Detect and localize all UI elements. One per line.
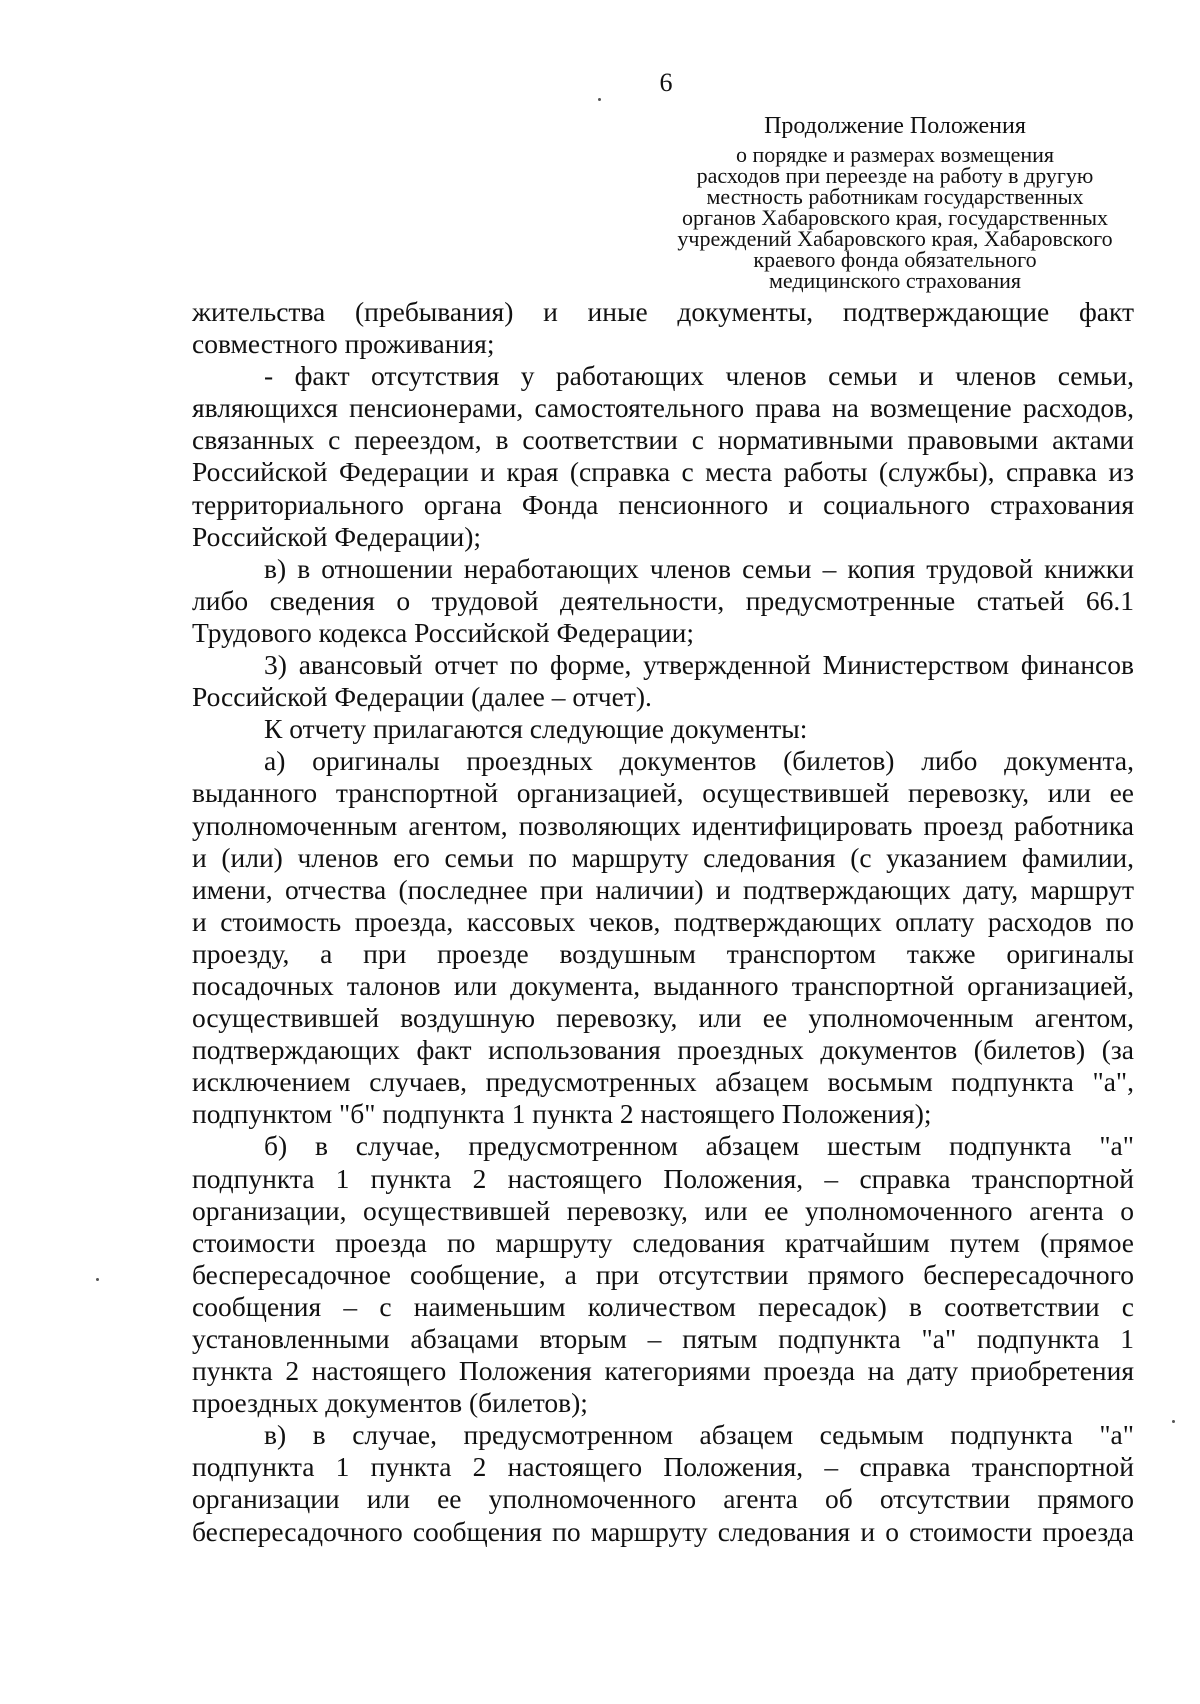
paragraph [192,713,1134,745]
text-line: осуществившей воздушную перевозку, или ее уполномоченным агентом, [192,1002,1134,1034]
text-line: в) в случае, предусмотренном абзацем седьмым подпункта "а" [264,1419,1134,1451]
text-line: подпункта 1 пункта 2 настоящего Положения, – справка транспортной [192,1451,1134,1483]
text-line: Трудового кодекса Российской Федерации; [192,616,694,648]
text-line: посадочных талонов или документа, выданного транспортной организацией, [192,969,1134,1001]
text-line: подпункта 1 пункта 2 настоящего Положения, – справка транспортной [192,1162,1134,1194]
header-line: медицинского страхования [768,268,1022,293]
header-line: учреждений Хабаровского края, Хабаровского [677,226,1113,251]
text-line: Российской Федерации (далее – отчет). [192,681,652,713]
text-line: и (или) членов его семьи по маршруту следования (с указанием фамилии, [192,841,1134,873]
text-line: сообщения – с наименьшим количеством пересадок) в соответствии с [192,1290,1134,1322]
text-line: подтверждающих факт использования проездных документов (билетов) (за [192,1034,1134,1066]
text-line: проезду, а при проезде воздушным транспортом также оригиналы [192,937,1134,969]
text-line: организации или ее уполномоченного агента об отсутствии прямого [192,1483,1134,1515]
text-line: подпунктом "б" подпункта 1 пункта 2 настоящего Положения); [192,1098,932,1130]
text-line: стоимости проезда по маршруту следования кратчайшим путем (прямое [192,1226,1134,1258]
scan-speck [96,1278,99,1281]
paragraph [192,1419,1134,1547]
text-line: имени, отчества (последнее при наличии) и подтверждающих дату, маршрут [192,873,1134,905]
header-title: Продолжение Положения [764,113,1026,139]
text-line: либо сведения о трудовой деятельности, предусмотренные статьей 66.1 [192,584,1134,616]
text-line: связанных с переездом, в соответствии с нормативными правовыми актами [192,424,1134,456]
paragraph [192,360,1134,553]
text-line: в) в отношении неработающих членов семьи – копия трудовой книжки [264,552,1134,584]
text-line: а) оригиналы проездных документов (билетов) либо документа, [264,745,1134,777]
text-line: б) в случае, предусмотренном абзацем шестым подпункта "а" [264,1130,1134,1162]
text-line: пункта 2 настоящего Положения категориями проезда на дату приобретения [192,1355,1134,1387]
text-line: организации, осуществившей перевозку, или ее уполномоченного агента о [192,1194,1134,1226]
header-line: краевого фонда обязательного [753,247,1037,272]
text-line: Российской Федерации); [192,520,482,552]
text-line: исключением случаев, предусмотренных абзацем восьмым подпункта "а", [192,1066,1134,1098]
header-line: расходов при переезде на работу в другую [696,163,1094,188]
header-line: органов Хабаровского края, государственных [681,205,1108,230]
paragraph [192,553,1134,649]
document-header [640,112,1150,291]
scan-speck [598,98,601,101]
text-line: Российской Федерации и края (справка с места работы (службы), справка из [192,456,1134,488]
text-line: совместного проживания; [192,328,495,360]
scan-speck [1172,1420,1175,1423]
text-line: установленными абзацами вторым – пятым подпункта "а" подпункта 1 [192,1323,1134,1354]
text-line: и стоимость проезда, кассовых чеков, подтверждающих оплату расходов по [192,905,1134,937]
text-line: являющихся пенсионерами, самостоятельного права на возмещение расходов, [192,392,1134,424]
header-line: о порядке и размерах возмещения [735,142,1055,167]
header-subtitle [640,144,1150,291]
text-line: проездных документов (билетов); [192,1387,588,1419]
text-line: жительства (пребывания) и иные документы, подтверждающие факт [192,296,1134,327]
text-line: 3) авансовый отчет по форме, утвержденной Министерством финансов [264,649,1134,681]
text-line: выданного транспортной организацией, осуществившей перевозку, или ее [192,777,1134,809]
text-line: - факт отсутствия у работающих членов семьи и членов семьи, [264,360,1134,392]
text-line: беспересадочное сообщение, а при отсутствии прямого беспересадочного [192,1258,1134,1290]
paragraph [192,296,1134,360]
header-line: местность работникам государственных [706,184,1084,209]
paragraph [192,649,1134,713]
paragraph [192,1130,1134,1419]
document-body [192,296,1134,1548]
text-line: К отчету прилагаются следующие документы: [264,713,808,745]
page-number: 6 [659,68,673,97]
text-line: уполномоченным агентом, позволяющих идентифицировать проезд работника [192,809,1134,841]
text-line: беспересадочного сообщения по маршруту следования и о стоимости проезда [192,1515,1134,1547]
text-line: территориального органа Фонда пенсионного и социального страхования [192,488,1134,520]
paragraph [192,745,1134,1130]
